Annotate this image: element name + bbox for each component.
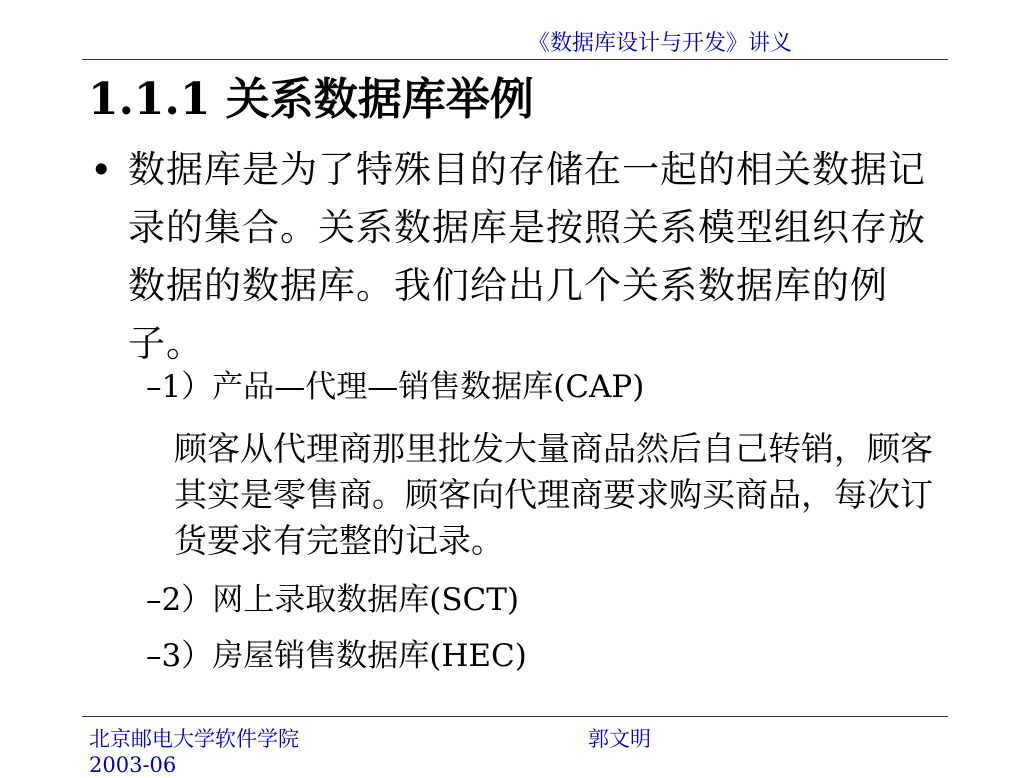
sub-item-cap: –1）产品—代理—销售数据库(CAP) bbox=[146, 369, 645, 405]
sub-item-sct: –2）网上录取数据库(SCT) bbox=[146, 582, 520, 618]
sub-item-hec: –3）房屋销售数据库(HEC) bbox=[146, 638, 527, 674]
course-title: 《数据库设计与开发》讲义 bbox=[528, 31, 793, 56]
cap-description: 顾客从代理商那里批发大量商品然后自己转销，顾客其实是零售商。顾客向代理商要求购买商品，每次订货要求有完整的记录。 bbox=[174, 429, 933, 560]
bullet-dot: • bbox=[90, 148, 113, 192]
footer-institution: 北京邮电大学软件学院 bbox=[89, 727, 299, 751]
footer-author: 郭文明 bbox=[588, 727, 651, 751]
bullet-text: 数据库是为了特殊目的存储在一起的相关数据记录的集合。关系数据库是按照关系模型组织存放数据的数据库。我们给出几个关系数据库的例子。 bbox=[128, 148, 926, 365]
slide-title: 1.1.1 关系数据库举例 bbox=[88, 74, 534, 125]
footer-date: 2003-06 bbox=[89, 753, 177, 777]
header-divider bbox=[82, 59, 948, 60]
footer-divider bbox=[82, 716, 948, 717]
